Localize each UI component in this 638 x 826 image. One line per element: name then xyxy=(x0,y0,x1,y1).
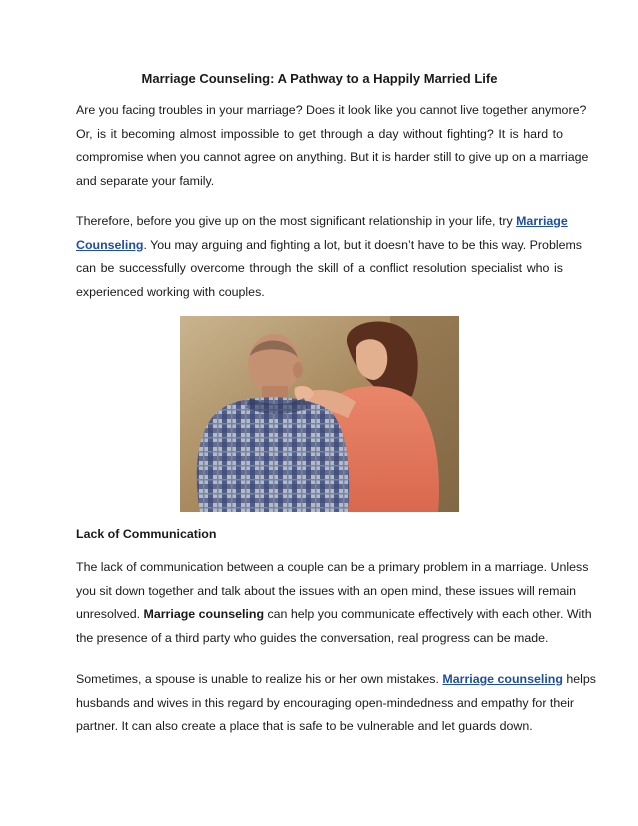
intro-line-1: Are you facing troubles in your marriage? Does it look like you cannot live together anymore? xyxy=(76,103,587,117)
marriage-counseling-link-part-1[interactable]: Marriage xyxy=(516,214,568,228)
spouse-line-2: husbands and wives in this regard by encouraging open-mindedness and empathy for their xyxy=(76,695,574,710)
section-heading-lack-of-communication: Lack of Communication xyxy=(76,527,217,541)
therefore-line-2-text: . You may arguing and fighting a lot, but it doesn’t have to be this way. Problems xyxy=(143,237,582,252)
therefore-paragraph xyxy=(76,210,582,304)
intro-line-2: Or, is it becoming almost impossible to get through a day without fighting? It is hard to xyxy=(76,126,563,141)
lack-line-3-post: can help you communicate effectively with each other. With xyxy=(267,607,592,621)
spouse-paragraph xyxy=(76,668,596,739)
therefore-line-3: can be successfully overcome through the skill of a conflict resolution specialist who is xyxy=(76,261,563,275)
marriage-counseling-link-part-2[interactable]: Counseling xyxy=(76,237,144,252)
therefore-line-4: experienced working with couples. xyxy=(76,284,265,299)
intro-paragraph xyxy=(76,99,589,193)
therefore-line-2 xyxy=(76,234,582,258)
lack-line-3-pre: unresolved. xyxy=(76,607,141,621)
spouse-line-3: partner. It can also create a place that is safe to be vulnerable and let guards down. xyxy=(76,719,533,733)
lack-line-4: the presence of a third party who guides the conversation, real progress can be made. xyxy=(76,630,549,645)
intro-line-3: compromise when you cannot agree on anything. But it is harder still to give up on a marriage xyxy=(76,150,589,164)
document-title: Marriage Counseling: A Pathway to a Happily Married Life xyxy=(141,71,498,86)
intro-line-4: and separate your family. xyxy=(76,173,215,188)
therefore-line-1 xyxy=(76,210,568,234)
couple-photo xyxy=(180,316,459,512)
spouse-line-1-pre: Sometimes, a spouse is unable to realize his or her own mistakes. xyxy=(76,672,439,686)
marriage-counseling-link[interactable]: Marriage counseling xyxy=(442,672,563,686)
lack-paragraph xyxy=(76,556,592,650)
spouse-line-1-post: helps xyxy=(566,672,596,686)
marriage-counseling-bold: Marriage counseling xyxy=(143,607,265,621)
lack-line-3 xyxy=(76,603,592,627)
lack-line-2: you sit down together and talk about the issues with an open mind, these issues will remain xyxy=(76,583,577,598)
lack-line-1: The lack of communication between a couple can be a primary problem in a marriage. Unless xyxy=(76,560,589,574)
therefore-line-1-text: Therefore, before you give up on the most significant relationship in your life, try xyxy=(76,214,513,228)
spouse-line-1 xyxy=(76,668,596,692)
